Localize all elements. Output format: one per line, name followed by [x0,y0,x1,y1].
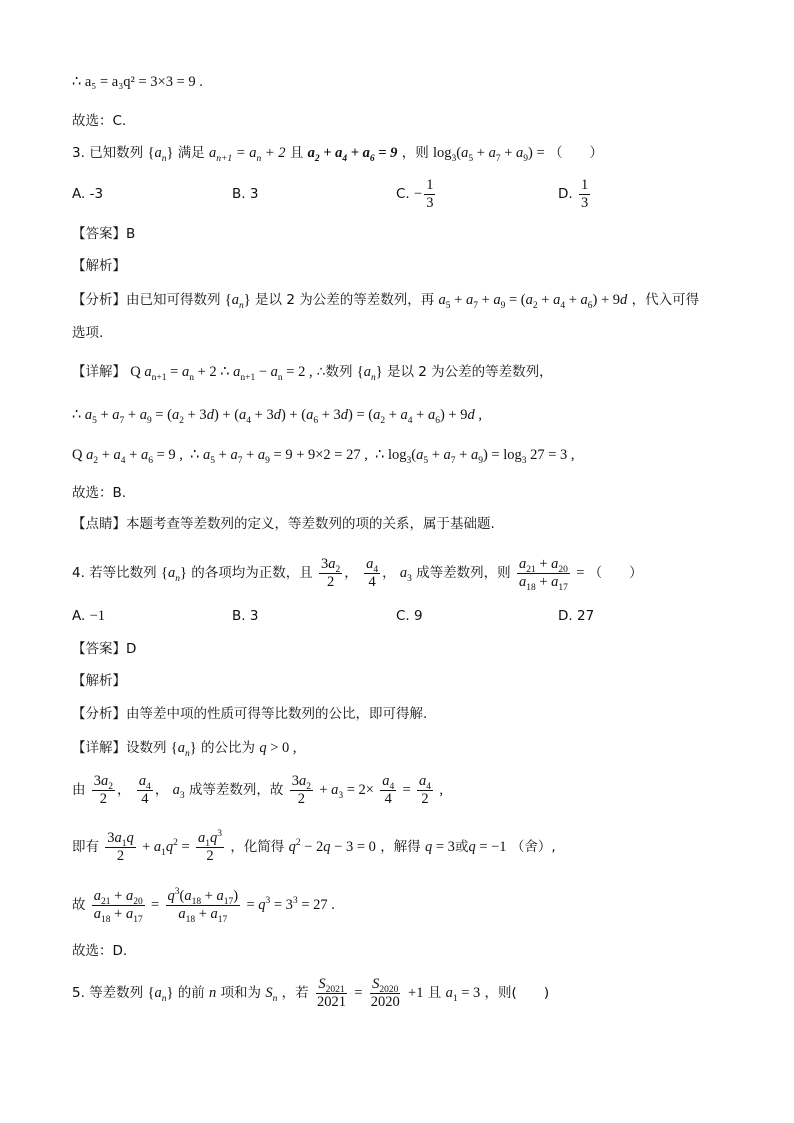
q3-fenxi-cont: 选项. [72,325,104,341]
q3-derivation-1: ∴ $a_5 + a_7 + a_9 = (a_2 + 3d) + (a_4 + 3d) + (a_6 + 3d) = (a_2 + a_4 + a_6) + 9d$ , [72,407,482,426]
solution-line-conclusion: ∴ a₅ = a₃q² = 3×3 = 9 . [72,74,203,90]
jiexi-label-1: 【解析】 [72,258,126,274]
choose-c: 故选：C. [72,113,127,129]
q3-dianjing: 【点睛】本题考查等差数列的定义，等差数列的项的关系，属于基础题. [72,516,495,532]
question-4: 4. 若等比数列 $\{a_n\}$ 的各项均为正数，且 $\frac{3a_2}{2}$ ， $\frac{a_4}{4}$ ， $a_3$ 成等差数列，则 $\frac{a_{21} + a_{20}}{a_{18} + a_{17}}$ = （ ） [72,556,643,593]
q4-step-3: 故 $\frac{a_{21} + a_{20}}{a_{18} + a_{17}}$ = $\frac{q^3(a_{18} + a_{17})}{a_{18} + a_{17}}$ = $q^3 = 3^3 = 27$ . [72,887,335,925]
q4-option-c: C. 9 [396,608,423,624]
choose-d: 故选：D. [72,943,128,959]
question-5: 5. 等差数列 $\{a_n\}$ 的前 n 项和为 $S_n$ ，若 $\frac{S_{2021}}{2021}$ = $\frac{S_{2020}}{2020}$ +1 且 $a_1 = 3$ ，则( ) [72,976,550,1010]
q4-option-a: A. −1 [72,608,106,624]
q3-fenxi: 【分析】由已知可得数列 $\{a_n\}$ 是以 2 为公差的等差数列，再 $a_5 + a_7 + a_9 = (a_2 + a_4 + a_6) + 9d$ ，代入可得 [72,292,700,311]
q3-derivation-2: Q $a_2 + a_4 + a_6 = 9$ , ∴ $a_5 + a_7 + a_9 = 9 + 9\times 2 = 27$ , ∴ $\log_3(a_5 + a_7 + a_9) = \log_3 27 = 3$ , [72,447,575,466]
q4-xiangjie: 【详解】设数列 $\{a_n\}$ 的公比为 q > 0 , [72,740,297,759]
q3-option-b: B. 3 [232,186,259,202]
q3-xiangjie: 【详解】 Q $a_{n+1} = a_n + 2$ ∴ $a_{n+1} - a_n = 2$ , ∴数列 $\{a_n\}$ 是以 2 为公差的等差数列， [72,364,553,383]
answer-b: 【答案】B [72,226,136,242]
question-3: 3. 已知数列 $\{a_n\}$ 满足 $a_{n+1} = a_n + 2$ 且 $a_2 + a_4 + a_6 = 9$ ，则 $\log_3(a_5 + a_7 + a_9)$ = （ ） [72,145,603,164]
q3-option-d: D. $\frac{1}{3}$ [558,177,589,211]
q4-option-b: B. 3 [232,608,259,624]
q4-step-1: 由 $\frac{3a_2}{2}$ ， $\frac{a_4}{4}$ ， $a_3$ 成等差数列，故 $\frac{3a_2}{2}$ + $a_3 = 2\times$ $\frac{a_4}{4}$ = $\frac{a_4}{2}$ , [72,773,443,807]
q3-option-c: C. − $\frac{1}{3}$ [396,177,434,211]
q3-option-a: A. -3 [72,186,104,202]
answer-d: 【答案】D [72,641,137,657]
q4-option-d: D. 27 [558,608,595,624]
q4-fenxi: 【分析】由等差中项的性质可得等比数列的公比，即可得解. [72,706,428,722]
choose-b: 故选：B. [72,485,127,501]
jiexi-label-2: 【解析】 [72,673,126,689]
q4-step-2: 即有 $\frac{3a_1q}{2}$ + $a_1q^2$ = $\frac{a_1q^3}{2}$ ，化简得 $q^2 - 2q - 3 = 0$ ，解得 q = 3或q = −1 （舍）, [72,829,556,864]
